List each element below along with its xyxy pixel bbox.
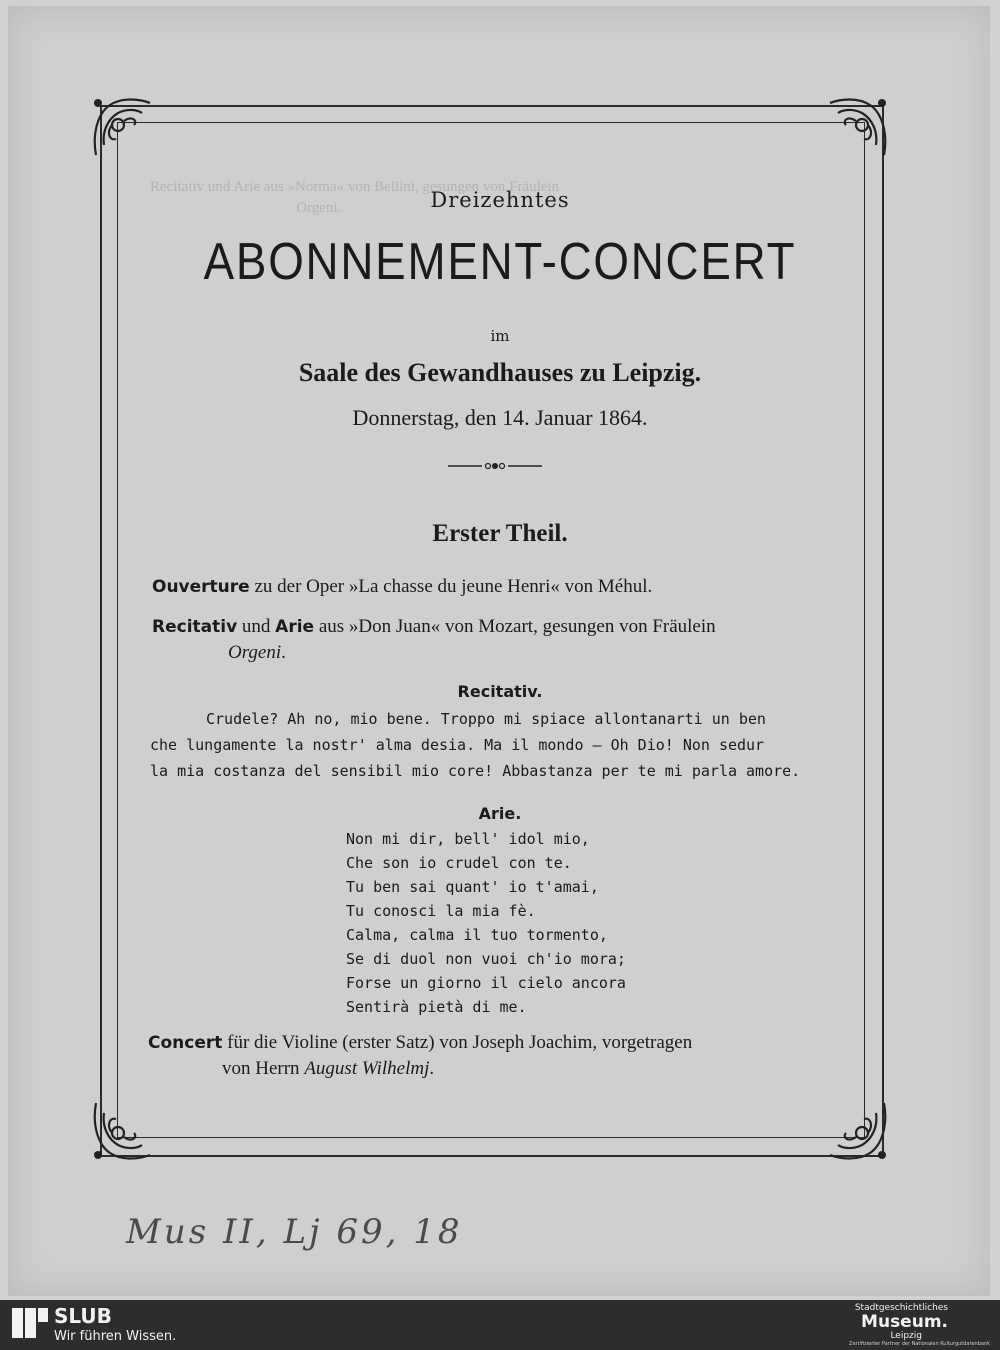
preposition: im [490, 327, 510, 345]
ornamental-divider [448, 459, 542, 473]
verse-line: Sentirà pietà di me. [346, 998, 527, 1016]
performer-name: August Wilhelmj [304, 1058, 430, 1079]
singer-name: Orgeni [228, 642, 282, 663]
museum-partner-note: Zertifizierter Partner der Nationalen Kulturgutdatenbank [849, 1341, 990, 1347]
verse-line: Non mi dir, bell' idol mio, [346, 830, 590, 848]
verse-line: Calma, calma il tuo tormento, [346, 926, 608, 944]
arie-heading: Arie. [478, 804, 522, 823]
punctuation: . [429, 1058, 435, 1079]
recitativ-line: la mia costanza del sensibil mio core! Abbastanza per te mi parla amore. [150, 762, 801, 780]
verse-line: Forse un giorno il cielo ancora [346, 974, 626, 992]
program-item-overture [152, 574, 652, 600]
concert-date: Donnerstag, den 14. Januar 1864. [352, 405, 648, 430]
item-text: für die Violine (erster Satz) von Joseph Joachim, vorgetragen [227, 1032, 693, 1053]
shelfmark-handwritten: Mus II, Lj 69, 18 [126, 1212, 463, 1252]
page-title: ABONNEMENT-CONCERT [203, 233, 797, 291]
item-label: Ouverture [152, 577, 250, 597]
recitativ-heading: Recitativ. [457, 682, 543, 701]
item-text: zu der Oper »La chasse du jeune Henri« von Méhul. [254, 576, 653, 597]
museum-subtitle: Stadtgeschichtliches [854, 1303, 948, 1313]
org-name: SLUB [54, 1304, 112, 1328]
corner-ornament [822, 93, 892, 163]
arie-verse [346, 827, 626, 1019]
verse-line: Se di duol non vuoi ch'io mora; [346, 950, 626, 968]
show-through-text: Recitativ und Arie aus »Norma« von Bellini, gesungen von Fräulein Orgeni. [150, 179, 560, 216]
section-title: Erster Theil. [432, 520, 568, 547]
item-label: Arie [275, 617, 315, 637]
verse-line: Tu conosci la mia fè. [346, 902, 536, 920]
corner-ornament [822, 1095, 892, 1165]
punctuation: . [281, 642, 286, 663]
recitativ-line: Crudele? Ah no, mio bene. Troppo mi spiace allontanarti un ben [206, 710, 766, 728]
program-item-concert [148, 1030, 838, 1056]
singer-line [228, 640, 286, 666]
item-label: Concert [148, 1033, 223, 1053]
performer-prefix: von Herrn [222, 1058, 300, 1079]
slub-logo-icon [12, 1308, 48, 1338]
item-text: aus »Don Juan« von Mozart, gesungen von Fräulein [318, 616, 716, 637]
verse-line: Tu ben sai quant' io t'amai, [346, 878, 599, 896]
recitativ-text [150, 706, 830, 784]
museum-name: Museum. [861, 1312, 948, 1332]
concert-ordinal: Dreizehntes [430, 188, 570, 212]
item-connector: und [241, 616, 271, 637]
verse-line: Che son io crudel con te. [346, 854, 572, 872]
museum-city: Leipzig [890, 1331, 922, 1341]
venue: Saale des Gewandhauses zu Leipzig. [298, 358, 702, 387]
org-tagline: Wir führen Wissen. [54, 1329, 177, 1344]
corner-ornament [88, 1095, 158, 1165]
program-item-recitativ-arie [152, 614, 842, 640]
item-label: Recitativ [152, 617, 238, 637]
recitativ-line: che lungamente la nostr' alma desia. Ma il mondo — Oh Dio! Non sedur [150, 736, 765, 754]
corner-ornament [88, 93, 158, 163]
performer-line [222, 1056, 434, 1082]
footer-bar [0, 1300, 1000, 1350]
